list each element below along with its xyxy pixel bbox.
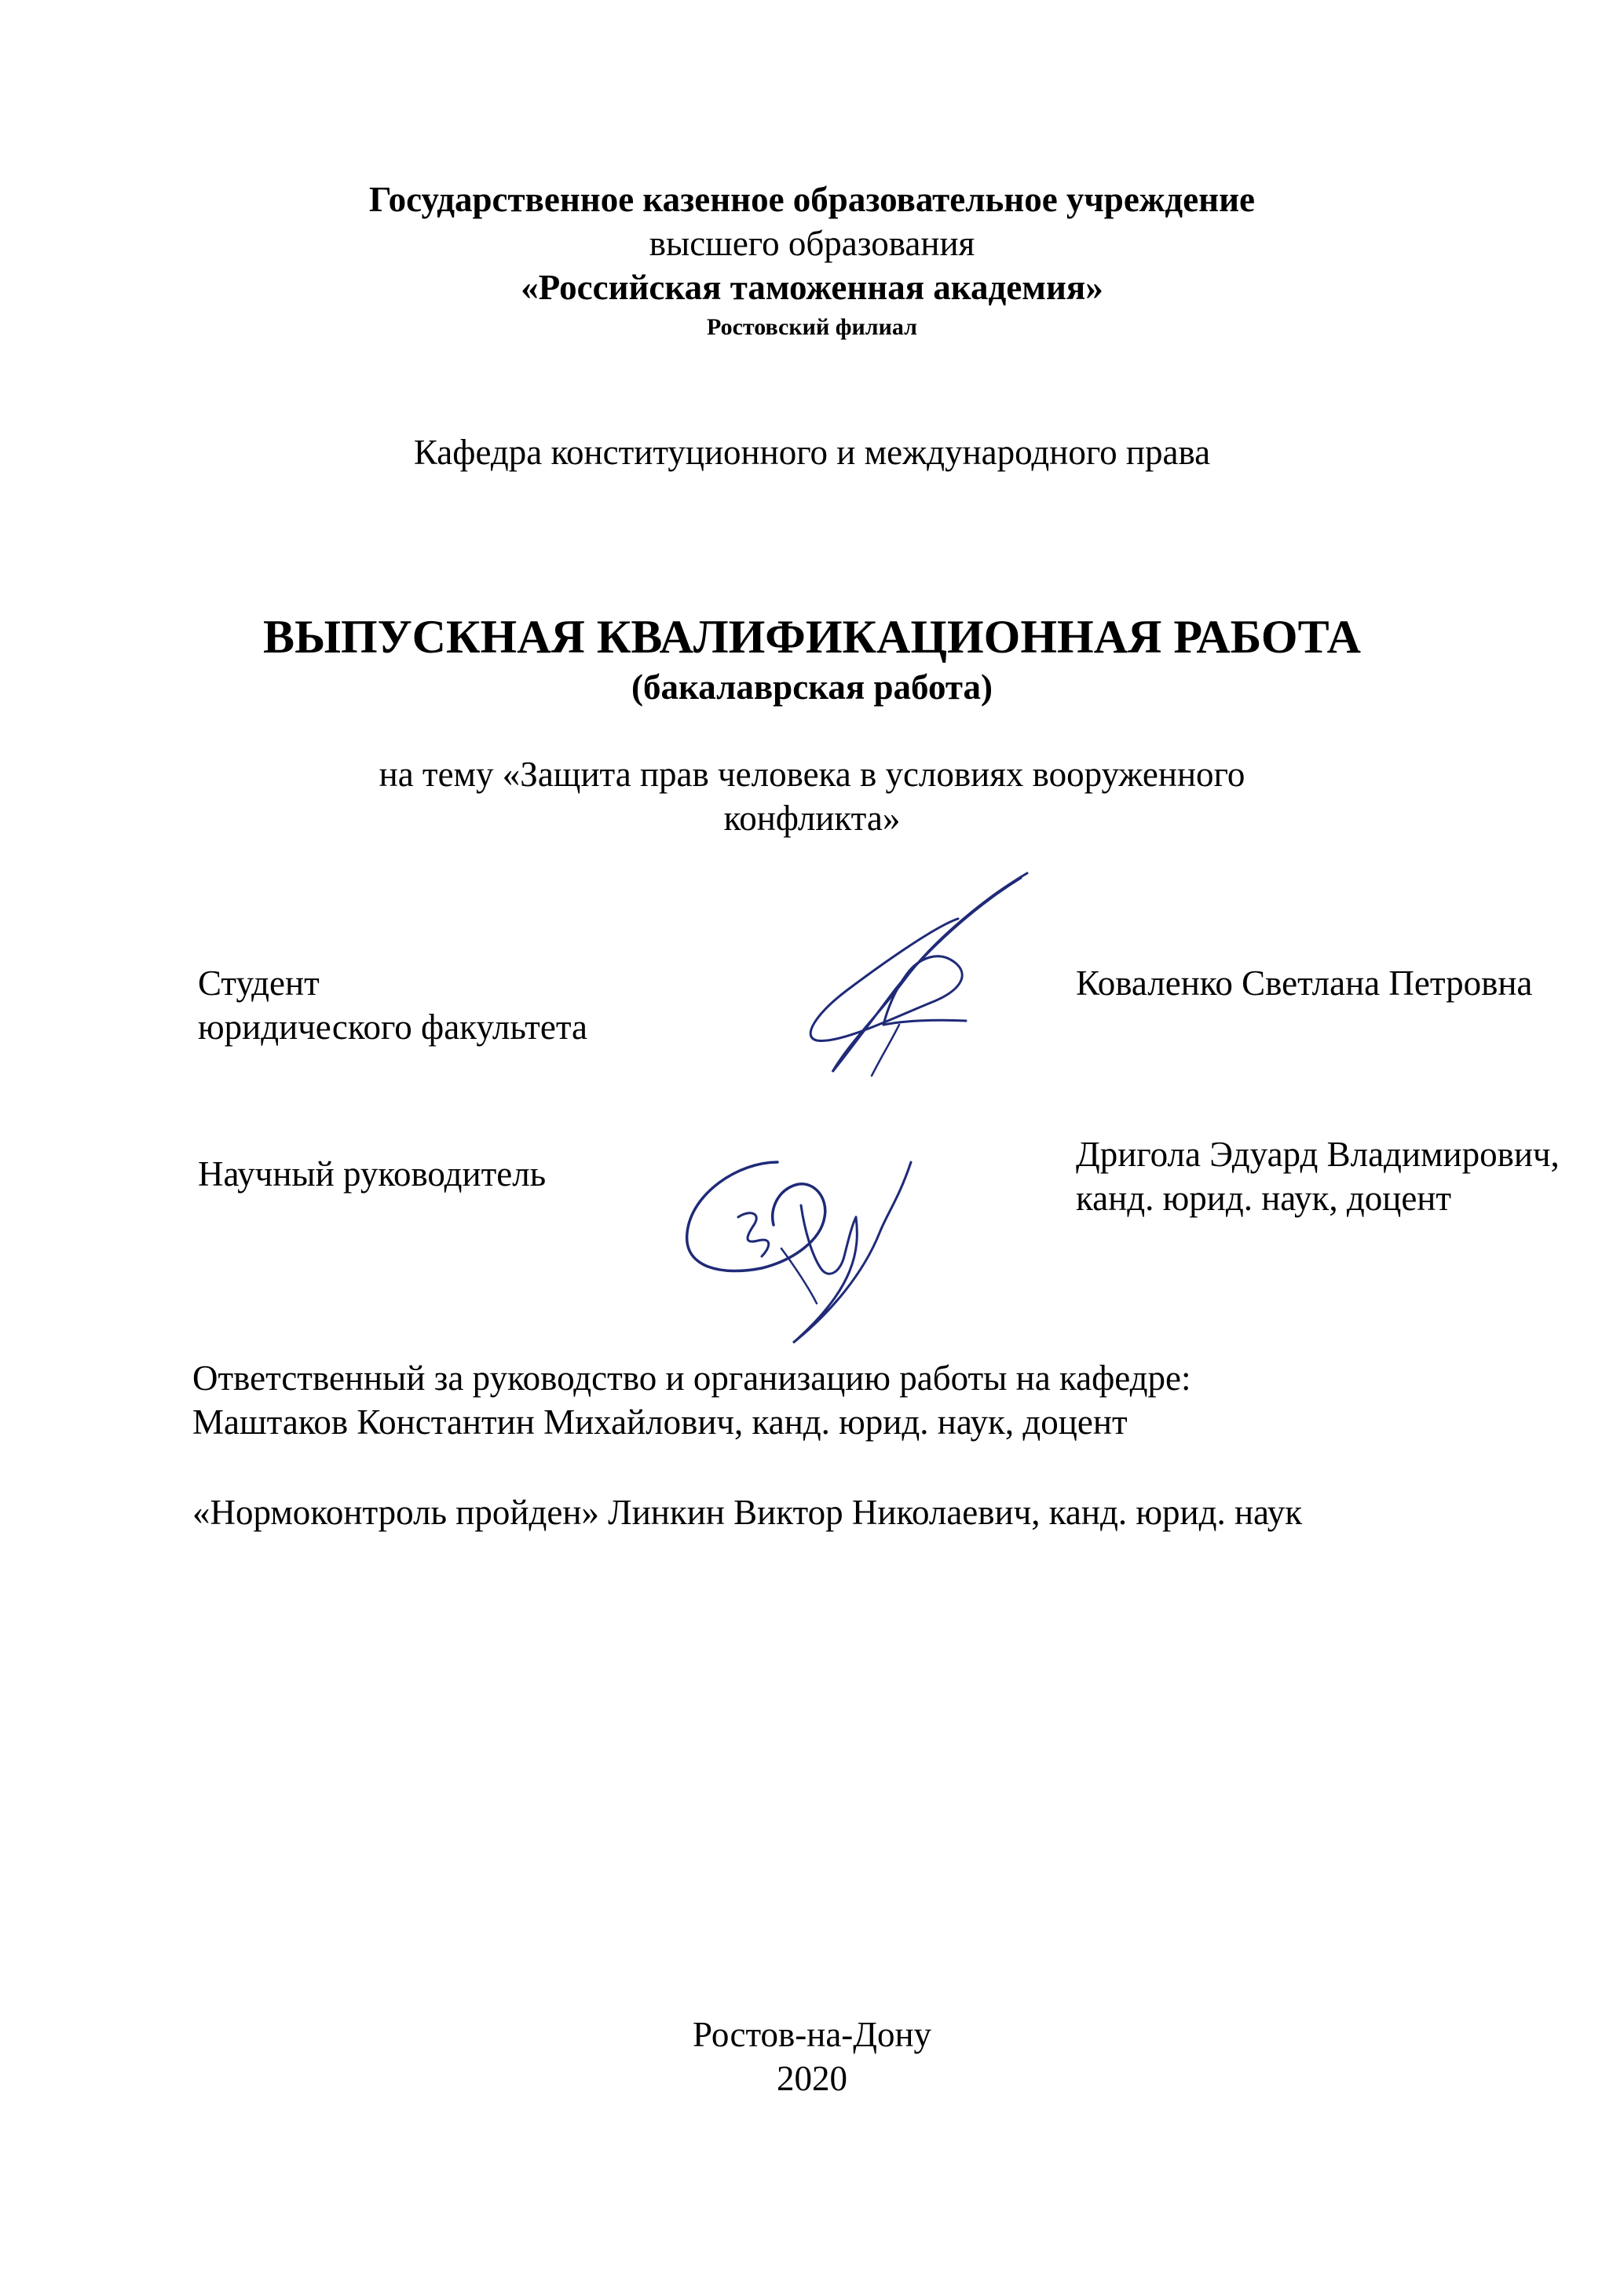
branch-name: Ростовский филиал xyxy=(707,314,917,340)
organization-name-line1: Государственное казенное образовательное учреждение xyxy=(368,180,1256,219)
student-signature xyxy=(754,864,1060,1091)
normcontrol-line: «Нормоконтроль пройден» Линкин Виктор Николаевич, канд. юрид. наук xyxy=(192,1493,1303,1532)
student-label-line1: Студент xyxy=(198,963,320,1003)
city: Ростов-на-Дону xyxy=(692,2015,932,2054)
department-name: Кафедра конституционного и международного права xyxy=(413,433,1211,472)
responsible-line2: Маштаков Константин Михайлович, канд. юрид. наук, доцент xyxy=(192,1402,1128,1442)
topic-line1: на тему «Защита прав человека в условиях вооруженного xyxy=(379,755,1245,794)
supervisor-name: Дригола Эдуард Владимирович, xyxy=(1076,1135,1560,1174)
organization-name-line3: «Российская таможенная академия» xyxy=(521,268,1103,307)
responsible-line1: Ответственный за руководство и организацию работы на кафедре: xyxy=(192,1358,1191,1398)
supervisor-degree: канд. юрид. наук, доцент xyxy=(1076,1179,1452,1218)
student-name: Коваленко Светлана Петровна xyxy=(1076,963,1533,1003)
student-label-line2: юридического факультета xyxy=(198,1007,588,1047)
work-subtype: (бакалаврская работа) xyxy=(631,667,993,707)
supervisor-label: Научный руководитель xyxy=(198,1154,547,1194)
topic-line2: конфликта» xyxy=(723,799,901,838)
year: 2020 xyxy=(777,2059,847,2098)
organization-name-line2: высшего образования xyxy=(649,224,975,263)
work-type-title: ВЫПУСКНАЯ КВАЛИФИКАЦИОННАЯ РАБОТА xyxy=(263,611,1361,663)
supervisor-signature xyxy=(675,1131,942,1358)
